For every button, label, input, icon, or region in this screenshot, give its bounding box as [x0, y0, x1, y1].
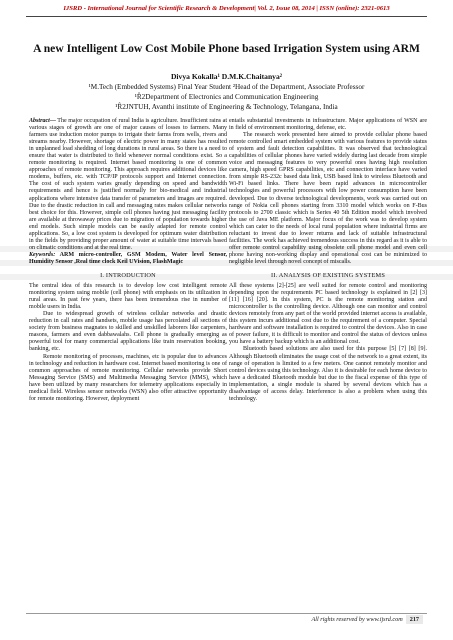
paper-title: A new Intelligent Low Cost Mobile Phone based Irrigation System using ARM: [33, 42, 420, 55]
affiliation-1: ¹M.Tech (Embedded Systems) Final Year Student ²Head of the Department, Associate Professor: [88, 83, 365, 91]
footer-text: All rights reserved by www.ijsrd.com: [311, 616, 403, 623]
page-number: 217: [406, 615, 423, 624]
intro-paragraph: Due to widespread growth of wireless cellular networks and drastic reduction in call rates and handsets, mobile usage has percolated all sections of society from business magnates to skilled and unskilled laborers like carpenters, masons, farmers and even dabbawalahs. Cell phone is gradually emerging as powerful tool for many commercial applications like train reservation booking, banking, etc.: [29, 311, 227, 353]
left-column: [29, 118, 227, 403]
intro-paragraph: Remote monitoring of processes, machines, etc is popular due to advances in technology and reduction in hardware cost. Internet based monitoring is one of common approaches of remote monitoring. Cellular networks provide Short Messaging Service (SMS) and Multimedia Messaging Service (MMS), which have been utilized by many researchers for telemetry applications especially in medical field. Wireless sensor networks (WSN) also offer attractive opportunity for remote monitoring. However, deployment: [29, 353, 227, 402]
intro-continuation: The research work presented here aimed to provide cellular phone based remote controlled smart embedded system with various features to provide status of system and fault detection capabilities. It was observed that technological capabilities of cellular phones have varied widely during last decade from simple voice and messaging features to very powerful ones having high resolution camera, high speed GPRS capabilities, etc and connection interface have varied from simple RS-232c based data link, USB based link to wireless Bluetooth and Wi-Fi based links. There have been rapid advances in microcontroller technologies and powerful processors with low power consumption have been developed. Due to diverse technological developments, work was carried out on range of Nokia cell phones starting from 3310 model which works on F-Bus protocols to 2700 classic which is Series 40 5th Edition model which involved the use of Java ME platform. Major focus of the work was to develop system which can cater to the needs of local rural population where industrial firms are reluctant to invest due to lower returns and lack of suitable infrastructural facilities. The work has achieved tremendous success in this regard as it is able to offer remote control capability using obsolete cell phone model and even cell phone having non-working display and operational cost can be minimized to negligible level through novel concept of miscalls.: [229, 132, 427, 265]
affiliation-2: ¹Ȓ2Department of Electronics and Communication Engineering: [134, 93, 319, 101]
journal-header: IJSRD - International Journal for Scientific Research & Development| Vol. 2, Issue 08, 2014 | ISSN (online): 2321-0613: [63, 5, 390, 12]
analysis-paragraph: All these systems [2]-[25] are well suited for remote control and monitoring depending upon the requirements PC based technology is explained in [2] [3] [11] [16] [20]. In this system, PC is the remote monitoring station and microcontroller is the controlling device. Although one can monitor and control devices remotely from any part of the world provided internet access is available, this system incurs additional cost due to the requirement of a computer. Special hardware and software installation is required to control the devices. Also in case of power failure, it is difficult to monitor and control the status of devices unless you have a battery backup which is an additional cost.: [229, 283, 427, 346]
abstract-label: Abstract—: [29, 118, 56, 124]
right-column: [229, 118, 427, 403]
abstract: [29, 118, 227, 252]
abstract-text: The major occupation of rural India is agriculture. Insufficient rains at various stages of growth are one of major causes of losses to farmers. Many farmers use induction motor pumps to irrigate their farms from wells, rivers and streams nearby. However, shortage of electric power in many states has resulted in unplanned load shedding of long durations in rural areas. So there is a need to ensure that water is distributed to field whenever normal conditions exist. So a remote monitoring is required. Internet based monitoring is one of common approaches of remote monitoring. This approach requires additional devices like modems, buffers, etc. with TCP/IP protocols support and Internet connection. The cost of such system varies greatly depending on speed and bandwidth requirements and hence is justified normally for bio-medical and industrial applications where intensive data transfer of parameters and images are required. Due to the drastic reduction in call and messaging rates makes cellular networks best choice for this. However, simple cell phones having just messaging facility are available at throwaway prices due to migration of population towards higher end models. Such simple models can be easily adapted for remote control applications. So, a low cost system is developed for optimum water distribution in the fields by providing proper amount of water at suitable time intervals based on climatic conditions and at the real time.: [29, 118, 227, 251]
header-rule: [26, 16, 427, 17]
keywords-text: ARM micro-controller, GSM Modem, Water level Sensor, Humidity Sensor ,Real time clock Keil UVision, FlashMagic: [29, 251, 227, 265]
authors: Divya Kokalla¹ D.M.K.Chaitanya²: [170, 72, 283, 81]
footer: [312, 616, 423, 623]
footer-rule: [26, 613, 427, 614]
keywords: [29, 252, 227, 266]
intro-paragraph: The central idea of this research is to develop low cost intelligent remote monitoring system using mobile (cell phone) with emphasis on its utilization in rural areas. In past few years, there has been tremendous rise in number of mobile users in India.: [29, 283, 227, 311]
section-heading-introduction: I. INTRODUCTION: [100, 271, 156, 279]
keywords-label: Keywords:: [29, 251, 56, 258]
affiliation-3: ¹Ȓ2JNTUH, Avanthi institute of Engineering & Technology, Telangana, India: [115, 103, 338, 111]
section-heading-analysis: II. ANALYSIS OF EXISTING SYSTEMS: [270, 271, 386, 279]
analysis-paragraph: Bluetooth based solutions are also used for this purpose [5] [7] [8] [9]. Although Bluetooth eliminates the usage cost of the network to a great extent, its range of operation is limited to a few meters. One cannot remotely monitor and control devices using this technology. Also it is desirable for each home device to have a dedicated Bluetooth module but due to the fiscal expense of this type of implementation, a single module is shared by several devices which has a disadvantage of access delay. Interference is also a problem when using this technology.: [229, 346, 427, 402]
intro-continuation: entails substantial investments in infrastructure. Major applications of WSN are in field of environment monitoring, defense, etc.: [229, 118, 427, 132]
